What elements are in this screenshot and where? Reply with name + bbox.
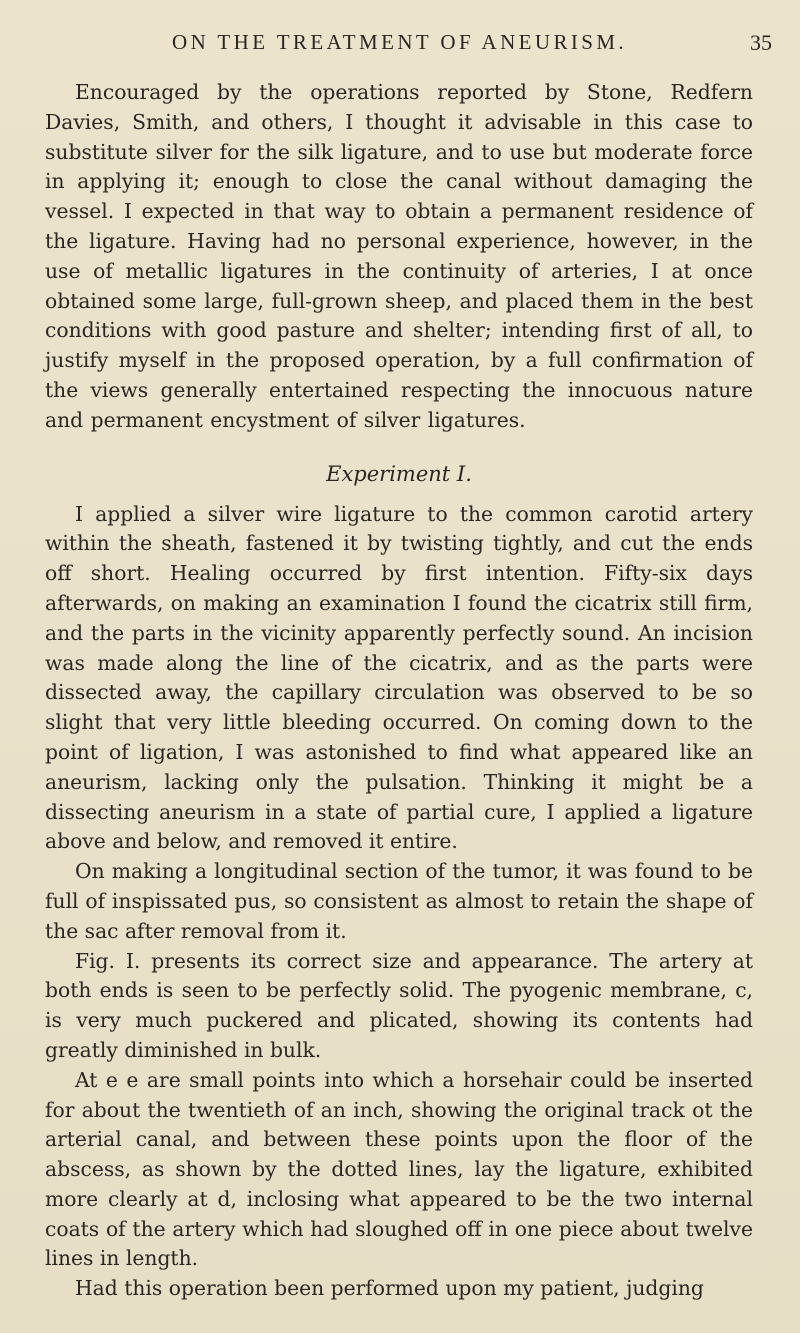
paragraph-experiment-procedure: I applied a silver wire ligature to the common carotid artery within the sheath, fastened it by twisting tightly, and cut the ends off short. Healing occurred by first intention. Fifty-six days afterwards, on making an examination I found the cicatrix still firm, and the parts in the vicinity apparently perfectly sound. An incision was made along the line of the cicatrix, and as the parts were dissected away, the capillary circulation was observed to be so slight that very little bleeding occurred. On coming down to the point of ligation, I was astonished to find what appeared like an aneurism, lacking only the pulsation. Thinking it might be a dissecting aneurism in a state of partial cure, I applied a ligature above and below, and removed it entire. xyxy=(45,501,753,854)
paragraph-ligature-points: At e e are small points into which a horsehair could be inserted for about the twentieth of an inch, showing the original track ot the arterial canal, and between these points upon the floor of the abscess, as shown by the dotted lines, lay the ligature, exhibited more clearly at d, inclosing what appeared to be the two internal coats of the artery which had sloughed off in one piece about twelve lines in length. xyxy=(45,1067,753,1271)
running-title: ON THE TREATMENT OF ANEURISM. xyxy=(172,30,628,54)
paragraph-introduction: Encouraged by the operations reported by Stone, Redfern Davies, Smith, and others, I thought it advisable in this case to substitute silver for the silk ligature, and to use but moderate force in applying it; enough to close the canal without damaging the vessel. I expected in that way to obtain a permanent residence of the ligature. Having had no personal experience, however, in the use of metallic ligatures in the continuity of arteries, I at once obtained some large, full-grown sheep, and placed them in the best conditions with good pasture and shelter; intending first of all, to justify myself in the proposed operation, by a full confirmation of the views generally entertained respecting the innocuous nature and permanent encystment of silver ligatures. xyxy=(45,80,753,432)
paragraph-figure-description: Fig. I. presents its correct size and appearance. The artery at both ends is seen to be perfectly solid. The pyogenic membrane, c, is very much puckered and plicated, showing its contents had greatly diminished in bulk. xyxy=(45,948,753,1062)
section-heading-experiment: Experiment I. xyxy=(326,461,472,486)
running-head xyxy=(172,30,772,56)
page-number: 35 xyxy=(750,30,772,55)
paragraph-continuation: Had this operation been performed upon my patient, judging xyxy=(75,1276,704,1301)
paragraph-tumor-section: On making a longitudinal section of the tumor, it was found to be full of inspissated pus, so consistent as almost to retain the shape of the sac after removal from it. xyxy=(45,859,753,943)
page-body xyxy=(45,78,753,1304)
